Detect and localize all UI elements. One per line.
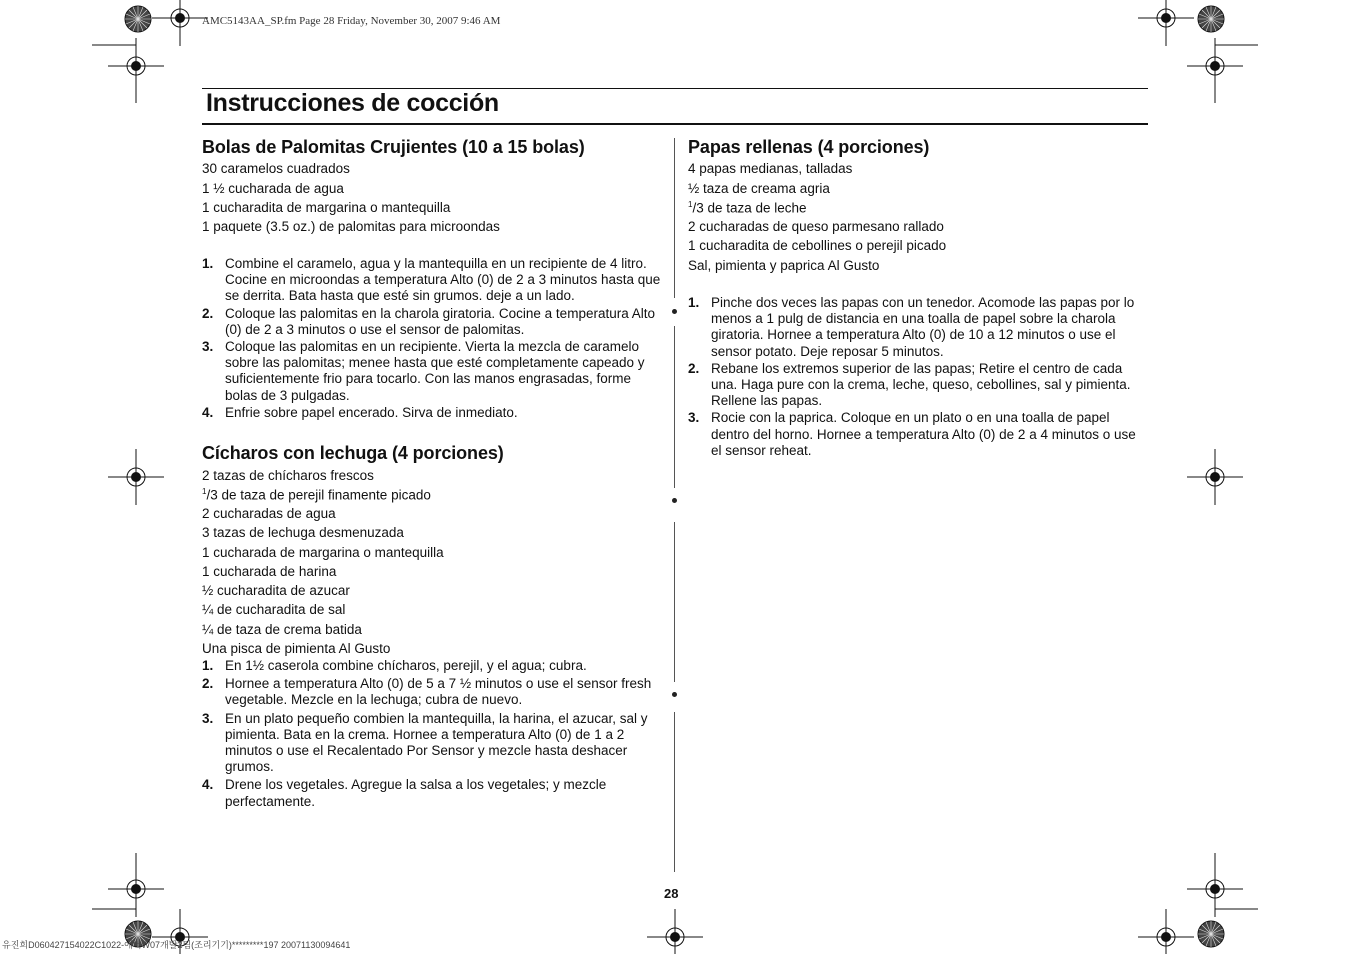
ingredient-text: 1 cucharadita de cebollines o perejil picado bbox=[688, 238, 947, 253]
step-item bbox=[688, 361, 1148, 410]
step-text: Enfrie sobre papel encerado. Sirva de inmediato. bbox=[225, 404, 518, 420]
page-number: 28 bbox=[664, 886, 679, 901]
fraction-numerator: 1 bbox=[688, 200, 693, 209]
ingredient bbox=[202, 487, 431, 503]
steps-list bbox=[202, 658, 664, 810]
fraction-numerator: 1 bbox=[202, 487, 207, 496]
step-number: 3. bbox=[688, 410, 700, 426]
ingredient bbox=[688, 161, 852, 176]
ingredient bbox=[688, 258, 879, 273]
ingredient bbox=[202, 525, 404, 540]
ingredient-text: 2 cucharadas de queso parmesano rallado bbox=[688, 219, 944, 234]
recipe-title: Bolas de Palomitas Crujientes (10 a 15 bolas) bbox=[202, 137, 585, 157]
recipe-title: Papas rellenas (4 porciones) bbox=[688, 137, 930, 157]
step-number: 2. bbox=[688, 360, 700, 376]
ingredient bbox=[202, 641, 390, 656]
ingredient bbox=[688, 219, 944, 234]
separator-dot bbox=[672, 309, 677, 314]
step-text: Hornee a temperatura Alto (0) de 5 a 7 ½ minutos o use el sensor fresh vegetable. Mezcle en la lechuga; cubra de nuevo. bbox=[225, 676, 652, 708]
step-item bbox=[202, 405, 664, 421]
ingredient-text: ¼ de taza de crema batida bbox=[202, 622, 362, 637]
ingredient bbox=[202, 622, 362, 637]
step-item bbox=[202, 711, 664, 776]
ingredient-text: 3 tazas de lechuga desmenuzada bbox=[202, 525, 404, 540]
step-number: 4. bbox=[202, 777, 214, 793]
ingredient bbox=[202, 545, 444, 560]
step-number: 2. bbox=[202, 676, 214, 692]
step-number: 1. bbox=[202, 256, 214, 271]
ingredient: 1 cucharadita de margarina o mantequilla bbox=[202, 200, 451, 215]
title-bottom-rule bbox=[202, 123, 1148, 125]
ingredient bbox=[202, 602, 345, 617]
step-number: 1. bbox=[202, 658, 214, 673]
step-number: 3. bbox=[202, 339, 214, 355]
ingredient bbox=[202, 468, 374, 483]
ingredient-text: 1 cucharada de margarina o mantequilla bbox=[202, 545, 444, 560]
ingredient-text: ¼ de cucharadita de sal bbox=[202, 602, 346, 617]
step-text: Coloque las palomitas en la charola giratoria. Cocine a temperatura Alto (0) de 2 a 3 minutos o use el sensor de palomitas. bbox=[225, 305, 655, 337]
ingredient-text: ½ taza de creama agria bbox=[688, 181, 830, 196]
ingredient: 30 caramelos cuadrados bbox=[202, 161, 350, 176]
ingredient-text: 2 cucharadas de agua bbox=[202, 506, 336, 521]
ingredient-text: Sal, pimienta y paprica Al Gusto bbox=[688, 258, 880, 273]
ingredient-text: 1 cucharada de harina bbox=[202, 564, 337, 579]
step-text: Combine el caramelo, agua y la mantequilla en un recipiente de 4 litro. Cocine en microondas a temperatura Alto (0) de 2 a 3 minutos hasta que se derrita. Bata hasta que esté sin grumos. deje a un lado. bbox=[225, 256, 661, 304]
separator-dot bbox=[672, 498, 677, 503]
column-separator bbox=[674, 326, 675, 488]
ingredient-text: 2 tazas de chícharos frescos bbox=[202, 468, 374, 483]
step-text: En un plato pequeño combien la mantequilla, la harina, el azucar, sal y pimienta. Bata en la crema. Hornee a temperatura Alto (0) de 1 a 2 minutos o use el Recalentado Por Sensor y mezcle hasta deshacer grumos. bbox=[225, 710, 648, 775]
step-item bbox=[202, 306, 664, 338]
ingredient: 1 ½ cucharada de agua bbox=[202, 181, 344, 196]
step-number: 2. bbox=[202, 305, 214, 321]
footer-code: 유진희D060427154022C1022-에버W07개발2팀(조리기기)*********197 20071130094641 bbox=[2, 940, 351, 950]
ingredient-text: /3 de taza de perejil finamente picado bbox=[206, 487, 431, 503]
step-item bbox=[202, 339, 664, 404]
column-separator bbox=[674, 712, 675, 872]
ingredient-text: ½ cucharadita de azucar bbox=[202, 583, 350, 598]
separator-dot bbox=[672, 692, 677, 697]
ingredient bbox=[202, 564, 336, 579]
step-text: En 1½ caserola combine chícharos, perejil, y el agua; cubra. bbox=[225, 658, 587, 673]
ingredient: 1 paquete (3.5 oz.) de palomitas para microondas bbox=[202, 219, 500, 234]
ingredient bbox=[688, 200, 807, 216]
step-text: Rocie con la paprica. Coloque en un plato o en una toalla de papel dentro del horno. Hornee a temperatura Alto (0) de 2 a 4 minutos o use el sensor reheat. bbox=[711, 410, 1136, 458]
step-item bbox=[202, 676, 664, 708]
steps-list bbox=[202, 256, 664, 421]
step-text: Drene los vegetales. Agregue la salsa a los vegetales; y mezcle perfectamente. bbox=[225, 777, 607, 809]
step-text: Pinche dos veces las papas con un tenedor. Acomode las papas por lo menos a 1 pulg de distancia en una toalla de papel sobre la charola giratoria. Hornee a temperatura Alto (0) de 10 a 12 minutos o use el sensor potato. Deje reposar 5 minutos. bbox=[711, 295, 1135, 359]
step-number: 1. bbox=[688, 295, 700, 310]
ingredient-text: 4 papas medianas, talladas bbox=[688, 161, 853, 176]
ingredient bbox=[202, 506, 336, 521]
step-item bbox=[202, 256, 664, 305]
recipe-title: Cícharos con lechuga (4 porciones) bbox=[202, 443, 504, 463]
page-title: Instrucciones de cocción bbox=[206, 89, 499, 117]
step-item bbox=[688, 295, 1148, 360]
step-number: 4. bbox=[202, 404, 214, 420]
ingredient bbox=[688, 181, 830, 196]
file-info: AMC5143AA_SP.fm Page 28 Friday, November 30, 2007 9:46 AM bbox=[202, 15, 501, 27]
ingredient bbox=[688, 238, 946, 253]
ingredient bbox=[202, 583, 350, 598]
steps-list bbox=[688, 295, 1148, 459]
ingredient-text: /3 de taza de leche bbox=[692, 200, 807, 216]
column-separator bbox=[674, 138, 675, 298]
step-item bbox=[688, 410, 1148, 459]
step-item bbox=[202, 777, 664, 809]
step-text: Rebane los extremos superior de las papas; Retire el centro de cada una. Haga pure con la crema, leche, queso, cebollines, sal y pimienta. Rellene las papas. bbox=[711, 360, 1131, 409]
step-text: Coloque las palomitas en un recipiente. Vierta la mezcla de caramelo sobre las palomitas; menee hasta que esté completamente capeado y suficientemente frio para tocarlo. Con las manos engrasadas, forme bolas de 3 pulgadas. bbox=[225, 339, 645, 403]
step-item bbox=[202, 658, 664, 674]
ingredient-text: Una pisca de pimienta Al Gusto bbox=[202, 641, 391, 656]
column-separator bbox=[674, 522, 675, 682]
step-number: 3. bbox=[202, 710, 214, 726]
